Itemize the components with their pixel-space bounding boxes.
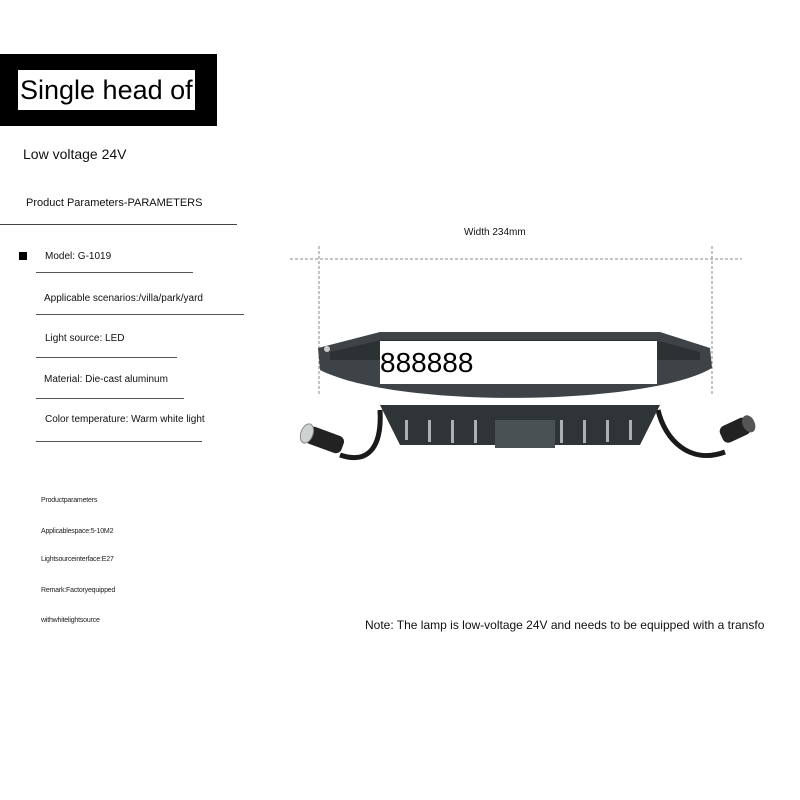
small-param-remark: Remark:Factoryequipped [41, 587, 116, 594]
spec-scenarios: Applicable scenarios:/villa/park/yard [44, 293, 203, 304]
title-banner [0, 54, 217, 126]
small-param-remark-cont: withwhitelightsource [41, 617, 100, 624]
divider [36, 272, 193, 273]
page-title: Single head of A [20, 75, 217, 105]
small-param-title: Productparameters [41, 497, 98, 504]
divider [36, 357, 177, 358]
small-param-space: Applicablespace:5-10M2 [41, 528, 114, 535]
small-param-interface: Lightsourceinterface:E27 [41, 556, 114, 563]
divider [36, 398, 184, 399]
spec-light-source: Light source: LED [45, 333, 125, 344]
divider [36, 441, 202, 442]
title-box [18, 70, 217, 110]
spec-color-temperature: Color temperature: Warm white light [45, 414, 205, 425]
divider [36, 314, 244, 315]
bullet-square-icon [19, 252, 27, 260]
spec-material: Material: Die-cast aluminum [44, 374, 168, 385]
voltage-subtitle: Low voltage 24V [23, 146, 127, 162]
spec-model: Model: G-1019 [45, 251, 112, 262]
parameters-header: Product Parameters-PARAMETERS [26, 197, 203, 209]
note-text: Note: The lamp is low-voltage 24V and needs to be equipped with a transfo [365, 618, 765, 632]
overlay-box [380, 341, 657, 384]
width-dimension-label: Width 234mm [464, 227, 526, 238]
overlay-text: 888888 [380, 347, 474, 378]
divider [0, 224, 237, 225]
